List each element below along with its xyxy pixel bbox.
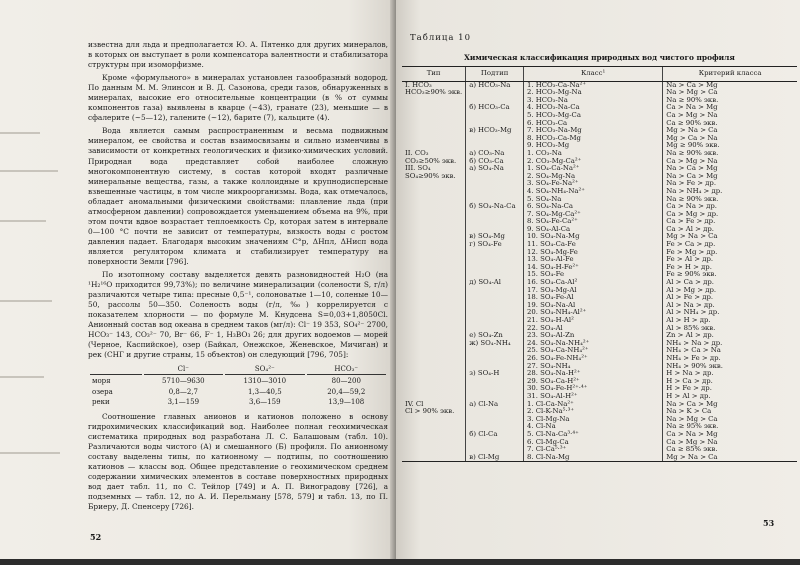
- class-cell: 30. SO₄-Fe-H²⁺·⁴⁺: [526, 384, 588, 393]
- type-column: [402, 81, 466, 462]
- type-cell: [405, 180, 462, 188]
- subtype-cell: а) CO₃-Na: [469, 148, 505, 157]
- col-header-type: Тип: [402, 67, 466, 82]
- mini-cell: 80—200: [331, 377, 361, 386]
- mini-table-row: [90, 398, 386, 407]
- criterion-cell: Na ≥ 90% экв.: [666, 194, 719, 203]
- class-cell: 21. SO₄-H-Al²: [526, 316, 574, 324]
- criterion-cell: Zn > Al > дp.: [666, 331, 714, 340]
- subtype-cell: [469, 287, 520, 295]
- type-cell: [405, 256, 462, 264]
- criterion-cell: Ca > Mg > Na: [666, 156, 718, 165]
- criterion-cell: Fe ≥ 90% экв.: [666, 270, 717, 279]
- class-cell: 7. SO₄-Mg-Ca²⁺: [526, 209, 581, 218]
- type-cell: [405, 233, 462, 241]
- criterion-cell: Al > H > дp.: [666, 316, 711, 324]
- class-cell: 2. Cl-K-Na⁵·³⁺: [526, 407, 575, 416]
- subtype-cell: а) Cl-Na: [469, 399, 499, 408]
- subtype-cell: е) SO₄-Zn: [469, 331, 503, 340]
- subtype-cell: з) SO₄-H: [469, 369, 500, 378]
- subtype-cell: [469, 264, 520, 272]
- type-cell: [405, 347, 462, 355]
- class-cell: 1. HCO₃-Ca-Na²⁺: [526, 81, 587, 89]
- left-page-number: 52: [90, 532, 102, 542]
- mini-cell: реки: [92, 398, 110, 407]
- type-cell: [405, 385, 462, 393]
- type-cell: [405, 370, 462, 378]
- criterion-cell: Al > Ca > дp.: [666, 278, 714, 287]
- class-cell: 2. SO₄-Mg-Na: [526, 171, 576, 180]
- subtype-cell: б) SO₄-Na-Ca: [469, 202, 516, 211]
- type-cell: [405, 363, 462, 371]
- class-cell: 28. SO₄-Na-H²⁺: [526, 369, 581, 378]
- subtype-cell: [469, 294, 520, 302]
- mini-cell: 20,4—59,2: [327, 387, 366, 396]
- type-cell: [405, 378, 462, 386]
- mini-cell: 1310—3010: [243, 377, 287, 386]
- subtype-cell: [469, 135, 520, 143]
- criterion-cell: Mg ≥ 90% экв.: [666, 141, 720, 150]
- type-cell: [405, 332, 462, 340]
- type-cell: [405, 127, 462, 135]
- subtype-cell: д) SO₄-Al: [469, 278, 501, 287]
- criterion-cell: Al > 85% экв.: [666, 323, 716, 332]
- type-cell: IV. Cl: [405, 399, 424, 408]
- type-cell: [405, 271, 462, 279]
- criterion-cell: Na > Mg > Ca: [666, 88, 718, 97]
- type-cell: HCO₃≥90% экв.: [405, 88, 463, 97]
- criterion-cell: Na > Mg > Ca: [666, 414, 718, 423]
- class-cell: 12. SO₄-Mg-Fe: [526, 247, 578, 256]
- paragraph: Соотношение главных анионов и катионов положено в основу гидрохимических классификаций вод. Наиболее полная геохимическая систематика природных вод разработана Л. С. Балашовым (табл. 10). Различаются воды чистого (А) и смешанного (Б) профиля. По анионному составу выделены типы, по катионному — подтипы, по соотношению катионов — классы вод. Общее представление о геохимическом среднем содержании химических элементов в составе поверхностных природных вод дает табл. 11, по С. Тейлор [749] и А. П. Виноградову [726], а подземных — табл. 12, по А. И. Перельману [578, 579] и табл. 13, по П. Бриеру, Д. Спенсеру [726].: [88, 411, 388, 512]
- class-cell: 27. SO₄-NH₄: [526, 361, 571, 370]
- type-cell: [405, 446, 462, 454]
- table-caption: Таблица 10: [410, 33, 471, 43]
- left-page-text: [88, 40, 388, 512]
- class-cell: 7. Cl-Ca⁵·³⁺: [526, 445, 567, 454]
- criterion-cell: NH₄ > Na > дp.: [666, 338, 723, 347]
- subtype-cell: [469, 317, 520, 325]
- mini-table-row: [90, 377, 386, 386]
- type-cell: [405, 279, 462, 287]
- mini-header-cell: [90, 365, 142, 375]
- anion-composition-table: [88, 363, 388, 408]
- class-cell: 6. Cl-Mg-Ca: [526, 437, 569, 446]
- criterion-cell: Ca > Na > Mg: [666, 103, 718, 112]
- type-cell: [405, 309, 462, 317]
- criterion-cell: Mg > Na > Ca: [666, 232, 718, 241]
- class-cell: 13. SO₄-Al-Fe: [526, 255, 574, 264]
- type-cell: [405, 416, 462, 424]
- subtype-cell: [469, 355, 520, 363]
- class-cell: 1. SO₄-Ca-Na²⁺: [526, 164, 580, 173]
- type-cell: [405, 196, 462, 204]
- criterion-cell: Na ≥ 95% экв.: [666, 422, 719, 431]
- subtype-cell: а) SO₄-Na: [469, 164, 504, 173]
- subtype-cell: [469, 188, 520, 196]
- class-cell: 8. Cl-Na-Mg: [526, 452, 570, 461]
- class-cell: 20. SO₄-NH₄-Al²⁺: [526, 308, 587, 317]
- class-cell: 9. HCO₃-Mg: [526, 141, 570, 150]
- type-cell: [405, 218, 462, 226]
- mini-cell: 13,9—108: [328, 398, 365, 407]
- subtype-cell: [469, 385, 520, 393]
- criterion-cell: Na ≥ 90% экв.: [666, 95, 719, 104]
- type-cell: SO₄≥90% экв.: [405, 171, 456, 180]
- class-cell: 3. HCO₃-Na: [526, 95, 568, 104]
- type-cell: [405, 249, 462, 257]
- class-cell: 11. SO₄-Ca-Fe: [526, 240, 576, 249]
- criterion-column: [663, 81, 797, 462]
- criterion-cell: H > Na > дp.: [666, 369, 714, 378]
- table-header-row: [402, 67, 797, 82]
- subtype-cell: [469, 173, 520, 181]
- subtype-cell: в) SO₄-Mg: [469, 232, 505, 241]
- criterion-cell: Fe > H > дp.: [666, 262, 712, 271]
- class-cell: 25. SO₄-Ca-NH₄²⁺: [526, 346, 589, 355]
- col-header-subtype: Подтип: [466, 67, 524, 82]
- criterion-cell: Na > Ca > Mg: [666, 399, 718, 408]
- subtype-cell: [469, 378, 520, 386]
- type-cell: [405, 287, 462, 295]
- class-cell: 5. SO₄-Na: [526, 194, 562, 203]
- type-cell: [405, 226, 462, 234]
- type-cell: II. CO₃: [405, 148, 429, 157]
- subtype-cell: [469, 347, 520, 355]
- type-cell: [405, 188, 462, 196]
- subtype-cell: б) Cl-Ca: [469, 429, 498, 438]
- type-cell: [405, 294, 462, 302]
- subtype-cell: [469, 211, 520, 219]
- table-title: Химическая классификация природных вод чистого профиля: [464, 53, 735, 62]
- criterion-cell: Na > Ca > Mg: [666, 164, 718, 173]
- type-cell: [405, 340, 462, 348]
- mini-header-cell: HCO₃⁻: [307, 365, 386, 375]
- criterion-cell: Ca ≥ 90% экв.: [666, 118, 718, 127]
- mini-cell: озера: [92, 387, 113, 396]
- paragraph: По изотопному составу выделяется девять разновидностей H₂O (на ¹H₂¹⁶O приходится 99,73%); по величине минерализации (солености S, г/л) различаются четыре типа: пресные 0,5⁻¹, солоноватые 1—10, соленые 10—50, рассолы 50—350. Соленость воды (г/л, ‰) коррелируется с показателем хлорности — по формуле М. Кнудсена S=0,03+1,8050Cl. Анионный состав вод океана в среднем таков (мг/л): Cl⁻ 19 353, SO₄²⁻ 2700, HCO₃⁻ 143, CO₃²⁻ 70, Br⁻ 66, F⁻ 1, H₃BO₃ 26; для других водоемов — морей (Черное, Каспийское), озер (Байкал, Онежское, Женевское, Мичиган) и рек (СНГ и другие страны, 15 объектов) он следующий [796, 705]:: [88, 270, 388, 360]
- criterion-cell: Ca > Mg > Na: [666, 110, 718, 119]
- type-cell: Cl > 90% экв.: [405, 407, 455, 416]
- type-cell: [405, 317, 462, 325]
- criterion-cell: H > Ca > дp.: [666, 376, 713, 385]
- mini-cell: 5710—9630: [162, 377, 205, 386]
- class-cell: 3. SO₄-Fe-Na²⁺: [526, 179, 579, 188]
- subtype-cell: [469, 249, 520, 257]
- type-cell: [405, 135, 462, 143]
- subtype-cell: [469, 309, 520, 317]
- criterion-cell: Mg > Na > Ca: [666, 126, 718, 135]
- class-cell: 14. SO₄-H-Fe²⁺: [526, 262, 579, 271]
- class-cell: 17. SO₄-Mg-Al: [526, 285, 577, 294]
- type-cell: [405, 454, 462, 462]
- col-header-class: Класс¹: [523, 67, 662, 82]
- class-cell: 24. SO₄-Na-NH₄²⁺: [526, 338, 590, 347]
- class-cell: 19. SO₄-Na-Al: [526, 300, 576, 309]
- subtype-cell: [469, 112, 520, 120]
- class-cell: 4. HCO₃-Na-Ca: [526, 103, 580, 112]
- type-cell: [405, 264, 462, 272]
- criterion-cell: Al > Na > дp.: [666, 300, 715, 309]
- type-cell: [405, 112, 462, 120]
- class-cell: 8. SO₄-Fe-Ca²⁺: [526, 217, 578, 226]
- subtype-cell: [469, 218, 520, 226]
- type-cell: [405, 211, 462, 219]
- type-cell: CO₃≥50% экв.: [405, 156, 457, 165]
- mini-table-header: [90, 365, 386, 375]
- criterion-cell: Ca > Na > Mg: [666, 429, 718, 438]
- type-cell: [405, 431, 462, 439]
- criterion-cell: Al > Mg > дp.: [666, 285, 717, 294]
- criterion-cell: Ca > Fe > дp.: [666, 217, 716, 226]
- class-cell: 2. HCO₃-Mg-Na: [526, 88, 582, 97]
- mini-cell: 3,6—159: [249, 398, 281, 407]
- criterion-cell: Na > Ca > Mg: [666, 171, 718, 180]
- type-cell: [405, 97, 462, 105]
- type-cell: [405, 203, 462, 211]
- mini-cell: 3,1—159: [167, 398, 200, 407]
- class-cell: 3. Cl-Mg-Na: [526, 414, 570, 423]
- classification-table: [402, 66, 797, 462]
- subtype-cell: [469, 408, 520, 416]
- subtype-cell: [469, 256, 520, 264]
- mini-cell: 0,8—2,7: [168, 387, 198, 396]
- paragraph: Вода является самым распространенным и весьма подвижным минералом, ее свойства и состав взаимосвязаны и сильно изменчивы в зависимости от конкретных геологических и физико-химических условий. Природная вода представляет собой наиболее сложную многокомпонентную систему, в состав которой входят различные минеральные вещества, газы, а также коллоидные и крупнодисперсные взвешенные частицы, в том числе микроорганизмы. Вода, как отмечалось, обладает аномальными физическими свойствами: плавление льда (при атмосферном давлении) сопровождается уменьшением объема на 9%, при этом почти вдвое возрастает теплоемкость Cp, которая затем в интервале 0—100 °С почти не зависит от температуры, вязкость воды с ростом давления падает. Благодаря высоким значениям C°p, ΔHпл, ΔHисп вода является регулятором климата и стабилизирует температуру на поверхности Земли [796].: [88, 126, 388, 266]
- type-cell: [405, 325, 462, 333]
- criterion-cell: Mg > Ca > Na: [666, 133, 718, 142]
- class-cell: 1. Cl-Ca-Na²⁺: [526, 399, 574, 408]
- class-cell: 15. SO₄-Fe: [526, 270, 565, 279]
- class-cell: 9. SO₄-Al-Ca: [526, 224, 571, 233]
- type-cell: [405, 423, 462, 431]
- class-cell: 16. SO₄-Ca-Al²: [526, 278, 578, 287]
- criterion-cell: Mg > Na > Ca: [666, 452, 718, 461]
- criterion-cell: Na > NH₄ > дp.: [666, 186, 723, 195]
- type-cell: I. HCO₃: [405, 81, 432, 89]
- class-cell: 7. HCO₃-Na-Mg: [526, 126, 582, 135]
- criterion-cell: NH₄ > Ca > Na: [666, 346, 721, 355]
- class-cell: 23. SO₄-Al-Zn: [526, 331, 575, 340]
- subtype-cell: [469, 89, 520, 97]
- class-cell: 5. Cl-Na-Ca³·⁴⁺: [526, 429, 579, 438]
- type-cell: III. SO₄: [405, 164, 431, 173]
- class-cell: 8. HCO₃-Ca-Mg: [526, 133, 581, 142]
- type-cell: [405, 104, 462, 112]
- subtype-cell: в) Cl-Mg: [469, 452, 500, 461]
- scan-edge: [0, 559, 800, 565]
- type-cell: [405, 302, 462, 310]
- criterion-cell: H > Al > дp.: [666, 391, 711, 400]
- criterion-cell: Ca > Mg > Na: [666, 437, 718, 446]
- class-cell: 6. SO₄-Na-Ca: [526, 202, 574, 211]
- subtype-cell: [469, 416, 520, 424]
- criterion-cell: Na ≥ 90% экв.: [666, 148, 719, 157]
- class-cell: 18. SO₄-Fe-Al: [526, 293, 574, 302]
- subtype-cell: в) HCO₃-Mg: [469, 126, 512, 135]
- mini-header-cell: Cl⁻: [144, 365, 223, 375]
- class-cell: 4. Cl-Na: [526, 422, 556, 431]
- type-cell: [405, 355, 462, 363]
- mini-header-cell: SO₄²⁻: [225, 365, 304, 375]
- class-cell: 22. SO₄-Al: [526, 323, 563, 332]
- criterion-cell: NH₄ > Fe > дp.: [666, 353, 721, 362]
- paragraph: известна для льда и предполагается Ю. А. Пятенко для других минералов, в которых он выступает в роли компенсатора валентности и стабилизатора структуры при изоморфизме.: [88, 40, 388, 70]
- class-cell: 6. HCO₃-Ca: [526, 118, 568, 127]
- col-header-criterion: Критерий класса: [663, 67, 797, 82]
- type-cell: [405, 120, 462, 128]
- criterion-cell: Ca > Na > дp.: [666, 202, 717, 211]
- class-cell: 31. SO₄-Al-H²⁺: [526, 391, 578, 400]
- class-cell: 1. CO₃-Na: [526, 148, 562, 157]
- criterion-cell: H > Fe > дp.: [666, 384, 712, 393]
- type-cell: [405, 439, 462, 447]
- criterion-cell: Ca > Mg > дp.: [666, 209, 719, 218]
- mini-cell: 1,3—40,5: [247, 387, 282, 396]
- subtype-cell: а) HCO₃-Na: [469, 81, 511, 89]
- class-cell: 4. SO₄-NH₄-Na²⁺: [526, 186, 585, 195]
- class-column: [523, 81, 662, 462]
- subtype-cell: [469, 439, 520, 447]
- subtype-cell: ж) SO₄-NH₄: [469, 338, 511, 347]
- table-body: [402, 81, 797, 462]
- subtype-cell: б) HCO₃-Ca: [469, 103, 510, 112]
- mini-table-row: [90, 388, 386, 397]
- mini-cell: моря: [92, 377, 111, 386]
- criterion-cell: NH₄ > 90% экв.: [666, 361, 723, 370]
- criterion-cell: Fe > Mg > дp.: [666, 247, 718, 256]
- criterion-cell: Al > Fe > дp.: [666, 293, 714, 302]
- subtype-cell: г) SO₄-Fe: [469, 240, 502, 249]
- criterion-cell: Na > Ca > Mg: [666, 81, 718, 89]
- class-cell: 10. SO₄-Na-Mg: [526, 232, 580, 241]
- paragraph: Кроме «формульного» в минералах установлен газообразный водород. По данным М. М. Элинсон и В. Д. Сазонова, среди газов, обнаруженных в минералах, высокие его относительные концентрации (в % от суммы компонентов газа) выявлены в кварце (~43), гранате (23), меньшие — в сфалерите (~5—12), галените (~12), барите (7), кальците (4).: [88, 73, 388, 123]
- subtype-cell: [469, 302, 520, 310]
- type-cell: [405, 241, 462, 249]
- subtype-cell: б) CO₃-Ca: [469, 156, 504, 165]
- subtype-column: [466, 81, 524, 462]
- criterion-cell: Na > K > Ca: [666, 407, 712, 416]
- class-cell: 5. HCO₃-Mg-Ca: [526, 110, 581, 119]
- subtype-cell: [469, 180, 520, 188]
- criterion-cell: Fe > Al > дp.: [666, 255, 714, 264]
- criterion-cell: Ca ≥ 85% экв.: [666, 445, 718, 454]
- criterion-cell: Fe > Ca > дp.: [666, 240, 716, 249]
- class-cell: 29. SO₄-Ca-H²⁺: [526, 376, 580, 385]
- criterion-cell: Al > NH₄ > дp.: [666, 308, 720, 317]
- class-cell: 2. CO₃-Mg-Ca²⁺: [526, 156, 582, 165]
- bleed-through: [0, 0, 88, 565]
- class-cell: 26. SO₄-Fe-NH₄²⁺: [526, 353, 588, 362]
- right-page-number: 53: [763, 518, 775, 528]
- criterion-cell: Na > Fe > дp.: [666, 179, 717, 188]
- criterion-cell: Ca > Al > дp.: [666, 224, 714, 233]
